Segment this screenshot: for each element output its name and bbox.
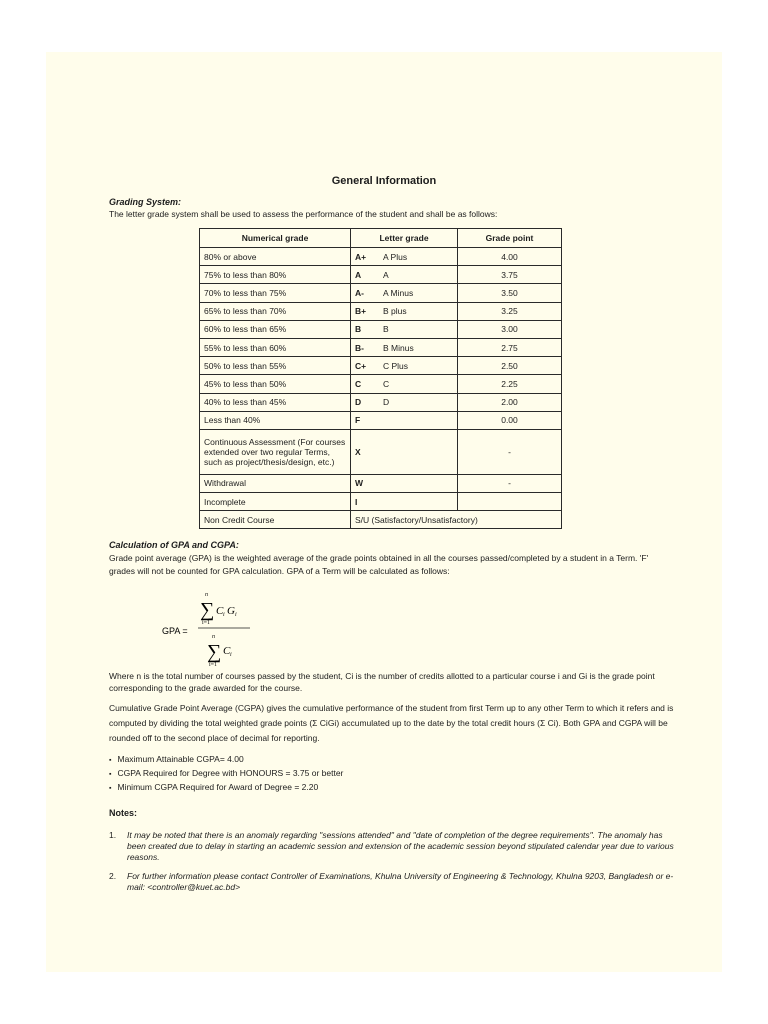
table-row bbox=[200, 474, 562, 492]
table-row bbox=[200, 284, 562, 302]
numerical-grade-cell: 45% to less than 50% bbox=[200, 375, 351, 393]
formula-explanation: Where n is the total number of courses passed by the student, Ci is the number of credits allotted to a particular course i and Gi is the grade point corresponding to the grade awarded for the course. bbox=[109, 671, 655, 693]
grade-point-cell: - bbox=[458, 474, 562, 492]
grade-point-cell: 2.25 bbox=[458, 375, 562, 393]
grade-point-cell: 2.00 bbox=[458, 393, 562, 411]
header-letter: Letter grade bbox=[351, 229, 458, 248]
header-point: Grade point bbox=[458, 229, 562, 248]
svg-text:i=1: i=1 bbox=[209, 662, 218, 668]
grade-point-cell: 3.75 bbox=[458, 266, 562, 284]
grade-label: D bbox=[383, 397, 390, 408]
grade-label: A bbox=[383, 269, 389, 280]
table-row bbox=[200, 338, 562, 356]
letter-grade-cell bbox=[351, 429, 458, 474]
grade-point-cell: 4.00 bbox=[458, 248, 562, 266]
grade-point-cell bbox=[458, 493, 562, 511]
letter-grade-cell bbox=[351, 375, 458, 393]
numerical-grade-cell: 40% to less than 45% bbox=[200, 393, 351, 411]
numerical-grade-cell: 55% to less than 60% bbox=[200, 338, 351, 356]
numerical-grade-cell: Incomplete bbox=[200, 493, 351, 511]
letter-grade-cell bbox=[351, 320, 458, 338]
table-row bbox=[200, 248, 562, 266]
letter-grade-cell bbox=[351, 493, 458, 511]
cgpa-explanation: Cumulative Grade Point Average (CGPA) gives the cumulative performance of the student from first Term up to any other Term to which it refers and is computed by dividing the total weighted grade points (Σ CiGi) accumulated up to the date by the total credit hours (Σ Ci). Both GPA and CGPA will be rounded off to the second place of decimal for reporting. bbox=[109, 703, 674, 743]
table-row bbox=[200, 357, 562, 375]
table-row bbox=[200, 429, 562, 474]
grade-code: B+ bbox=[355, 306, 367, 317]
grade-code: A+ bbox=[355, 251, 367, 262]
letter-grade-cell bbox=[351, 338, 458, 356]
numerical-grade-cell: Continuous Assessment (For courses extended over two regular Terms, such as project/thesis/design, etc.) bbox=[200, 429, 351, 474]
table-row bbox=[200, 393, 562, 411]
svg-text:∑: ∑ bbox=[207, 641, 222, 663]
grade-label: B plus bbox=[383, 306, 407, 317]
list-item: ▪ Minimum CGPA Required for Award of Degree = 2.20 bbox=[109, 781, 343, 795]
note-text: It may be noted that there is an anomaly regarding "sessions attended" and "date of completion of the degree requirements". The anomaly has been created due to delay in starting an academic session and extension of the academic session beyond stipulated calendar year due to various reasons. bbox=[127, 830, 674, 862]
svg-text:∑: ∑ bbox=[200, 599, 215, 621]
note-item-1 bbox=[109, 830, 677, 863]
table-row bbox=[200, 266, 562, 284]
grade-label: B bbox=[383, 324, 389, 335]
table-row bbox=[200, 375, 562, 393]
grade-code: F bbox=[355, 415, 361, 426]
gpa-section-title: Calculation of GPA and CGPA: bbox=[109, 540, 239, 550]
numerical-grade-cell: 50% to less than 55% bbox=[200, 357, 351, 375]
numerical-grade-cell: Less than 40% bbox=[200, 411, 351, 429]
grade-code: S/U (Satisfactory/Unsatisfactory) bbox=[355, 514, 478, 525]
note-number: 1. bbox=[109, 830, 117, 840]
svg-text:i=1: i=1 bbox=[202, 620, 211, 626]
grade-code: C+ bbox=[355, 360, 367, 371]
letter-grade-cell bbox=[351, 393, 458, 411]
grading-intro: The letter grade system shall be used to assess the performance of the student and shall be as follows: bbox=[109, 209, 498, 219]
numerical-grade-cell: 60% to less than 65% bbox=[200, 320, 351, 338]
grade-label: A Minus bbox=[383, 287, 414, 298]
svg-text:i: i bbox=[223, 612, 225, 618]
page-title: General Information bbox=[331, 175, 437, 187]
letter-grade-cell bbox=[351, 266, 458, 284]
list-item: ▪ Maximum Attainable CGPA= 4.00 bbox=[109, 753, 343, 767]
note-item-2 bbox=[109, 871, 677, 893]
grade-code: X bbox=[355, 446, 361, 457]
grade-point-cell: 3.00 bbox=[458, 320, 562, 338]
table-row bbox=[200, 302, 562, 320]
grade-point-cell: 3.25 bbox=[458, 302, 562, 320]
numerical-grade-cell: 75% to less than 80% bbox=[200, 266, 351, 284]
grade-code: A bbox=[355, 269, 362, 280]
svg-text:n: n bbox=[205, 592, 208, 598]
letter-grade-cell bbox=[351, 411, 458, 429]
svg-text:C: C bbox=[223, 645, 231, 657]
svg-text:G: G bbox=[227, 605, 235, 617]
grade-code: W bbox=[355, 478, 364, 489]
svg-text:i: i bbox=[235, 612, 237, 618]
svg-text:C: C bbox=[216, 605, 224, 617]
notes-title: Notes: bbox=[109, 808, 138, 818]
note-text: For further information please contact Controller of Examinations, Khulna University of Engineering & Technology, Khulna 9203, Bangladesh or e-mail: <controller@kuet.ac.bd> bbox=[127, 871, 674, 892]
grade-code: B- bbox=[355, 342, 364, 353]
letter-grade-cell bbox=[351, 302, 458, 320]
list-item: ▪ CGPA Required for Degree with HONOURS = 3.75 or better bbox=[109, 767, 343, 781]
grading-system-title: Grading System: bbox=[109, 197, 182, 207]
grade-point-cell: 2.50 bbox=[458, 357, 562, 375]
numerical-grade-cell: 65% to less than 70% bbox=[200, 302, 351, 320]
header-numerical: Numerical grade bbox=[200, 229, 351, 248]
note-number: 2. bbox=[109, 871, 117, 881]
letter-grade-cell bbox=[351, 511, 562, 529]
table-row bbox=[200, 493, 562, 511]
grade-code: I bbox=[355, 496, 358, 507]
grade-code: A- bbox=[355, 287, 364, 298]
svg-text:n: n bbox=[212, 634, 215, 640]
grade-point-cell: 2.75 bbox=[458, 338, 562, 356]
table-header-row bbox=[200, 229, 562, 248]
letter-grade-cell bbox=[351, 248, 458, 266]
letter-grade-cell bbox=[351, 474, 458, 492]
letter-grade-cell bbox=[351, 284, 458, 302]
grade-point-cell: - bbox=[458, 429, 562, 474]
grade-code: C bbox=[355, 378, 362, 389]
grade-point-cell: 0.00 bbox=[458, 411, 562, 429]
table-row bbox=[200, 411, 562, 429]
table-row bbox=[200, 320, 562, 338]
cgpa-requirements-list bbox=[109, 753, 343, 795]
table-row bbox=[200, 511, 562, 529]
grade-label: C Plus bbox=[383, 360, 409, 371]
letter-grade-cell bbox=[351, 357, 458, 375]
grade-code: B bbox=[355, 324, 362, 335]
grade-point-cell: 3.50 bbox=[458, 284, 562, 302]
formula-label: GPA = bbox=[162, 626, 188, 636]
gpa-formula bbox=[160, 590, 270, 670]
numerical-grade-cell: Withdrawal bbox=[200, 474, 351, 492]
svg-text:i: i bbox=[230, 652, 232, 658]
grade-label: B Minus bbox=[383, 342, 414, 353]
numerical-grade-cell: Non Credit Course bbox=[200, 511, 351, 529]
numerical-grade-cell: 70% to less than 75% bbox=[200, 284, 351, 302]
grade-code: D bbox=[355, 397, 362, 408]
numerical-grade-cell: 80% or above bbox=[200, 248, 351, 266]
grade-label: A Plus bbox=[383, 251, 408, 262]
grade-table bbox=[199, 228, 562, 529]
grade-label: C bbox=[383, 378, 390, 389]
gpa-intro: Grade point average (GPA) is the weighted average of the grade points obtained in all the courses passed/completed by a student in a Term. 'F' grades will not be counted for GPA calculation. GPA of a Term will be calculated as follows: bbox=[109, 553, 649, 576]
